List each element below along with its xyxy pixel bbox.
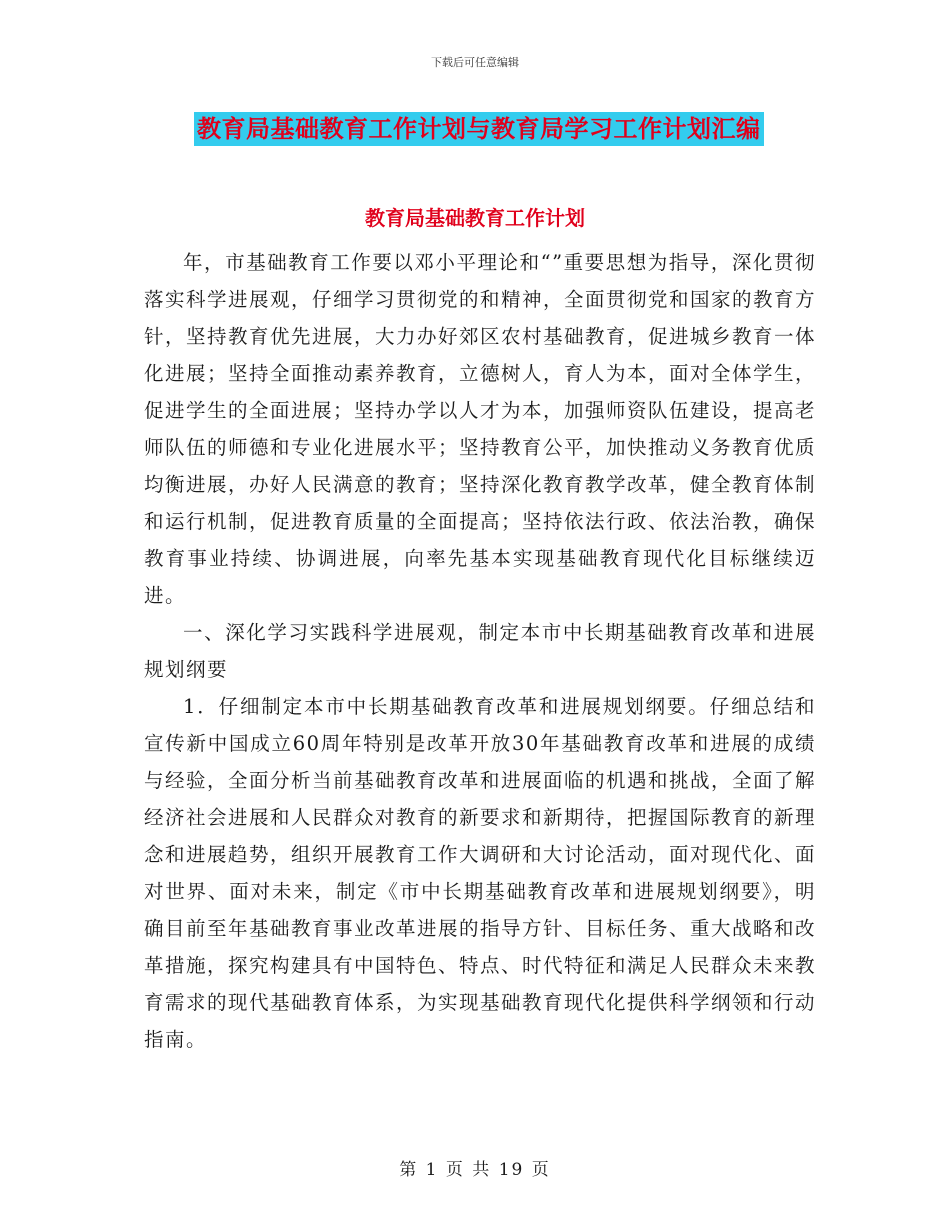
- document-body: [144, 244, 816, 1058]
- section-title: 教育局基础教育工作计划: [365, 206, 585, 230]
- page-header-note: 下载后可任意编辑: [431, 56, 519, 69]
- paragraph-intro: 年，市基础教育工作要以邓小平理论和“”重要思想为指导，深化贯彻落实科学进展观，仔细学习贯彻党的和精神，全面贯彻党和国家的教育方针，坚持教育优先进展，大力办好郊区农村基础教育，促进城乡教育一体化进展；坚持全面推动素养教育，立德树人，育人为本，面对全体学生，促进学生的全面进展；坚持办学以人才为本，加强师资队伍建设，提高老师队伍的师德和专业化进展水平；坚持教育公平，加快推动义务教育优质均衡进展，办好人民满意的教育；坚持深化教育教学改革，健全教育体制和运行机制，促进教育质量的全面提高；坚持依法行政、依法治教，确保教育事业持续、协调进展，向率先基本实现基础教育现代化目标继续迈进。: [144, 251, 817, 607]
- paragraph-item-one: 1．仔细制定本市中长期基础教育改革和进展规划纲要。仔细总结和宣传新中国成立60周年特别是改革开放30年基础教育改革和进展的成绩与经验，全面分析当前基础教育改革和进展面临的机遇和挑战，全面了解经济社会进展和人民群众对教育的新要求和新期待，把握国际教育的新理念和进展趋势，组织开展教育工作大调研和大讨论活动，面对现代化、面对世界、面对未来，制定《市中长期基础教育改革和进展规划纲要》，明确目前至年基础教育事业改革进展的指导方针、目标任务、重大战略和改革措施，探究构建具有中国特色、特点、时代特征和满足人民群众未来教育需求的现代基础教育体系，为实现基础教育现代化提供科学纲领和行动指南。: [144, 695, 817, 1051]
- page-number: 第 1 页 共 19 页: [399, 1160, 551, 1180]
- paragraph-heading-one: 一、深化学习实践科学进展观，制定本市中长期基础教育改革和进展规划纲要: [144, 621, 816, 681]
- document-title: 教育局基础教育工作计划与教育局学习工作计划汇编: [194, 112, 764, 146]
